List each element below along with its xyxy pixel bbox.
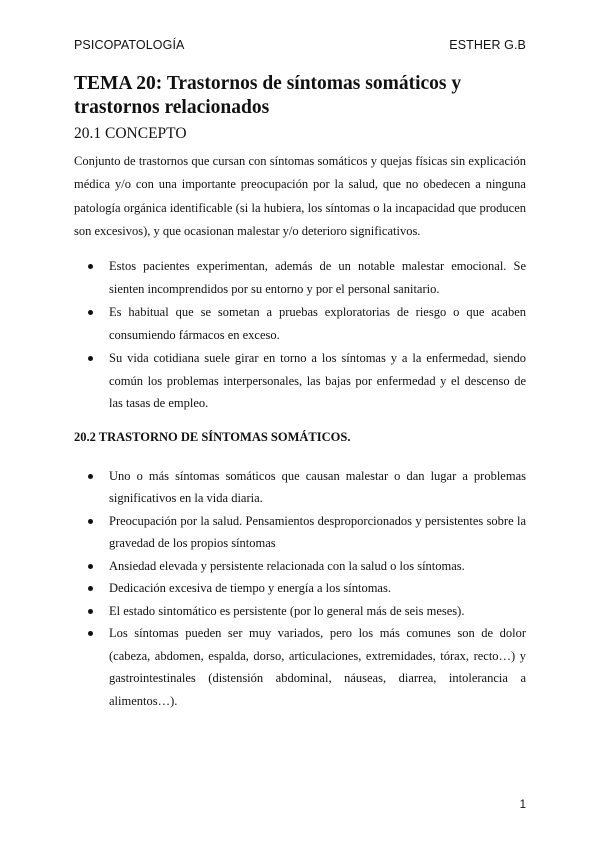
bullet-icon: [88, 564, 93, 569]
bullet-icon: [88, 586, 93, 591]
list-item: Dedicación excesiva de tiempo y energía a los síntomas.: [74, 577, 526, 600]
list-item: Su vida cotidiana suele girar en torno a los síntomas y a la enfermedad, siendo común los problemas interpersonales, las bajas por enfermedad y el descenso de las tasas de empleo.: [74, 347, 526, 415]
list-item: Ansiedad elevada y persistente relacionada con la salud o los síntomas.: [74, 555, 526, 578]
document-title: TEMA 20: Trastornos de síntomas somáticos y trastornos relacionados: [74, 73, 462, 118]
section-paragraph: Conjunto de trastornos que cursan con síntomas somáticos y quejas físicas sin explicación médica y/o con una importante preocupación por la salud, que no obedecen a ninguna patología orgánica identificable (si la hubiera, los síntomas o la incapacidad que producen son excesivos), y que ocasionan malestar y/o deterioro significativos.: [74, 154, 526, 238]
list-item: Los síntomas pueden ser muy variados, pero los más comunes son de dolor (cabeza, abdomen, espalda, dorso, articulaciones, extremidades, tórax, recto…) y gastrointestinales (distensión abdominal, náuseas, diarrea, intolerancia a alimentos…).: [74, 622, 526, 712]
bullet-icon: [88, 609, 93, 614]
list-item: Estos pacientes experimentan, además de un notable malestar emocional. Se sienten incomprendidos por su entorno y por el personal sanitario.: [74, 255, 526, 300]
concepto-bullet-list: [74, 255, 526, 415]
list-item: Uno o más síntomas somáticos que causan malestar o dan lugar a problemas significativos en la vida diaria.: [74, 465, 526, 510]
document-body: [74, 72, 526, 712]
page-number: 1: [519, 799, 526, 811]
bullet-icon: [88, 474, 93, 479]
bullet-icon: [88, 356, 93, 361]
list-item: El estado sintomático es persistente (por lo general más de seis meses).: [74, 600, 526, 623]
section-heading-trastorno: 20.2 TRASTORNO DE SÍNTOMAS SOMÁTICOS.: [74, 429, 351, 444]
header-subject: PSICOPATOLOGÍA: [74, 38, 185, 52]
list-item: Preocupación por la salud. Pensamientos desproporcionados y persistentes sobre la gravedad de los propios síntomas: [74, 510, 526, 555]
trastorno-bullet-list: [74, 465, 526, 713]
list-item: Es habitual que se sometan a pruebas exploratorias de riesgo o que acaben consumiendo fármacos en exceso.: [74, 301, 526, 346]
bullet-icon: [88, 310, 93, 315]
bullet-icon: [88, 264, 93, 269]
bullet-icon: [88, 631, 93, 636]
bullet-icon: [88, 519, 93, 524]
section-heading-concepto: 20.1 CONCEPTO: [74, 125, 187, 142]
header-author: ESTHER G.B: [449, 38, 526, 52]
